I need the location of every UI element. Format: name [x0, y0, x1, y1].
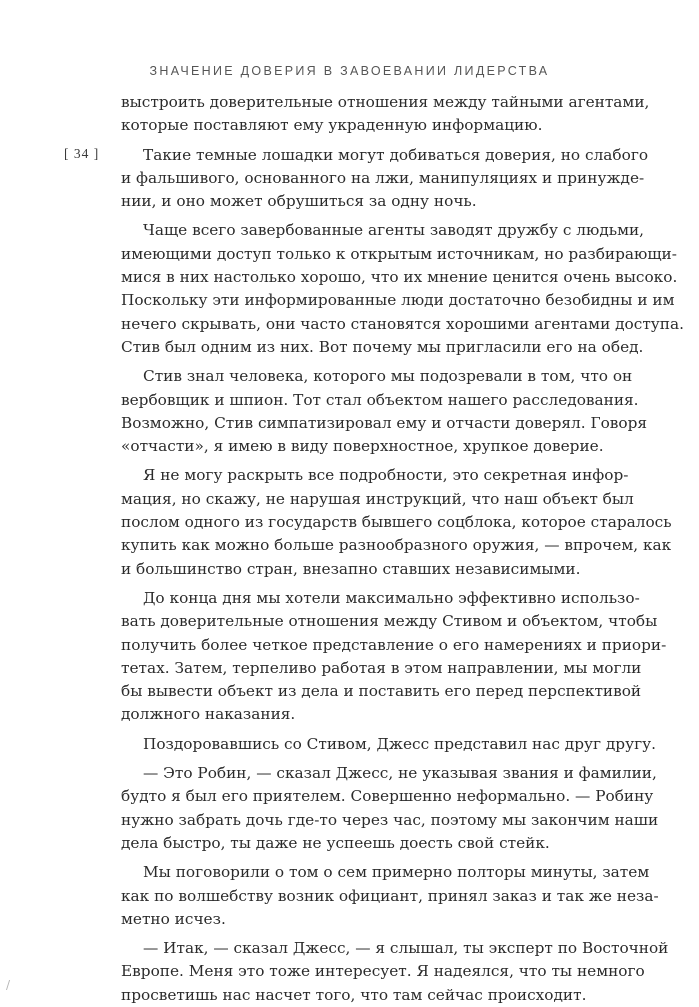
text-line: и большинство стран, внезапно ставших независимыми.	[121, 559, 581, 578]
text-line: мися в них настолько хорошо, что их мнение ценится очень высоко.	[121, 268, 678, 287]
text-line: и фальшивого, основанного на лжи, манипуляциях и принужде-	[121, 168, 645, 187]
text-line: имеющими доступ только к открытым источникам, но разбирающи-	[121, 244, 677, 263]
text-line: — Итак, — сказал Джесс, — я слышал, ты эксперт по Восточной	[143, 939, 669, 958]
text-line: «отчасти», я имею в виду поверхностное, хрупкое доверие.	[121, 437, 604, 456]
text-line: должного наказания.	[121, 705, 296, 724]
text-line: которые поставляют ему украденную информацию.	[121, 116, 543, 135]
corner-mark: /	[6, 978, 11, 992]
text-line: как по волшебству возник официант, принял заказ и так же неза-	[121, 886, 659, 905]
text-line: бы вывести объект из дела и поставить его перед перспективой	[121, 682, 642, 701]
text-line: Возможно, Стив симпатизировал ему и отчасти доверял. Говоря	[121, 413, 648, 432]
paragraph	[121, 937, 669, 1007]
text-line: тетах. Затем, терпеливо работая в этом направлении, мы могли	[121, 658, 642, 677]
text-line: Я не могу раскрыть все подробности, это секретная инфор-	[143, 466, 629, 485]
paragraph	[121, 587, 667, 727]
paragraph	[121, 733, 656, 756]
page-number: [ 34 ]	[64, 146, 100, 161]
text-line: Чаще всего завербованные агенты заводят дружбу с людьми,	[143, 221, 645, 240]
body-text	[121, 91, 684, 1007]
text-line: вать доверительные отношения между Стивом и объектом, чтобы	[121, 612, 658, 631]
paragraph	[121, 144, 649, 214]
text-line: Европе. Меня это тоже интересует. Я надеялся, что ты немного	[121, 962, 645, 981]
text-line: нечего скрывать, они часто становятся хорошими агентами доступа.	[121, 314, 684, 333]
text-line: будто я был его приятелем. Совершенно неформально. — Робину	[121, 787, 654, 806]
text-line: Такие темные лошадки могут добиваться доверия, но слабого	[143, 145, 649, 164]
text-line: До конца дня мы хотели максимально эффективно использо-	[143, 588, 640, 607]
text-line: Стив знал человека, которого мы подозревали в том, что он	[143, 367, 633, 386]
paragraph	[121, 219, 684, 359]
text-line: — Это Робин, — сказал Джесс, не указывая звания и фамилии,	[143, 764, 657, 783]
text-line: нии, и оно может обрушиться за одну ночь.	[121, 192, 477, 211]
text-line: Поскольку эти информированные люди достаточно безобидны и им	[121, 291, 675, 310]
text-line: Стив был одним из них. Вот почему мы пригласили его на обед.	[121, 337, 644, 356]
text-line: вербовщик и шпион. Тот стал объектом нашего расследования.	[121, 390, 639, 409]
text-line: купить как можно больше разнообразного оружия, — впрочем, как	[121, 536, 672, 555]
text-line: просветишь нас насчет того, что там сейчас происходит.	[121, 985, 587, 1004]
text-line: мация, но скажу, не нарушая инструкций, что наш объект был	[121, 489, 634, 508]
paragraph	[121, 762, 659, 855]
paragraph	[121, 365, 648, 458]
paragraph	[121, 464, 672, 580]
text-line: Мы поговорили о том о сем примерно полторы минуты, затем	[143, 863, 650, 882]
paragraph	[121, 861, 659, 931]
text-line: получить более четкое представление о его намерениях и приори-	[121, 635, 667, 654]
text-line: нужно забрать дочь где-то через час, поэтому мы закончим наши	[121, 810, 659, 829]
running-header-title: ЗНАЧЕНИЕ ДОВЕРИЯ В ЗАВОЕВАНИИ ЛИДЕРСТВА	[149, 64, 550, 78]
text-line: Поздоровавшись со Стивом, Джесс представил нас друг другу.	[143, 734, 656, 753]
text-line: выстроить доверительные отношения между тайными агентами,	[121, 93, 650, 111]
text-line: дела быстро, ты даже не успеешь доесть свой стейк.	[121, 833, 550, 852]
text-line: послом одного из государств бывшего соцблока, которое старалось	[121, 513, 672, 532]
paragraph	[121, 91, 650, 138]
text-line: метно исчез.	[121, 909, 226, 928]
